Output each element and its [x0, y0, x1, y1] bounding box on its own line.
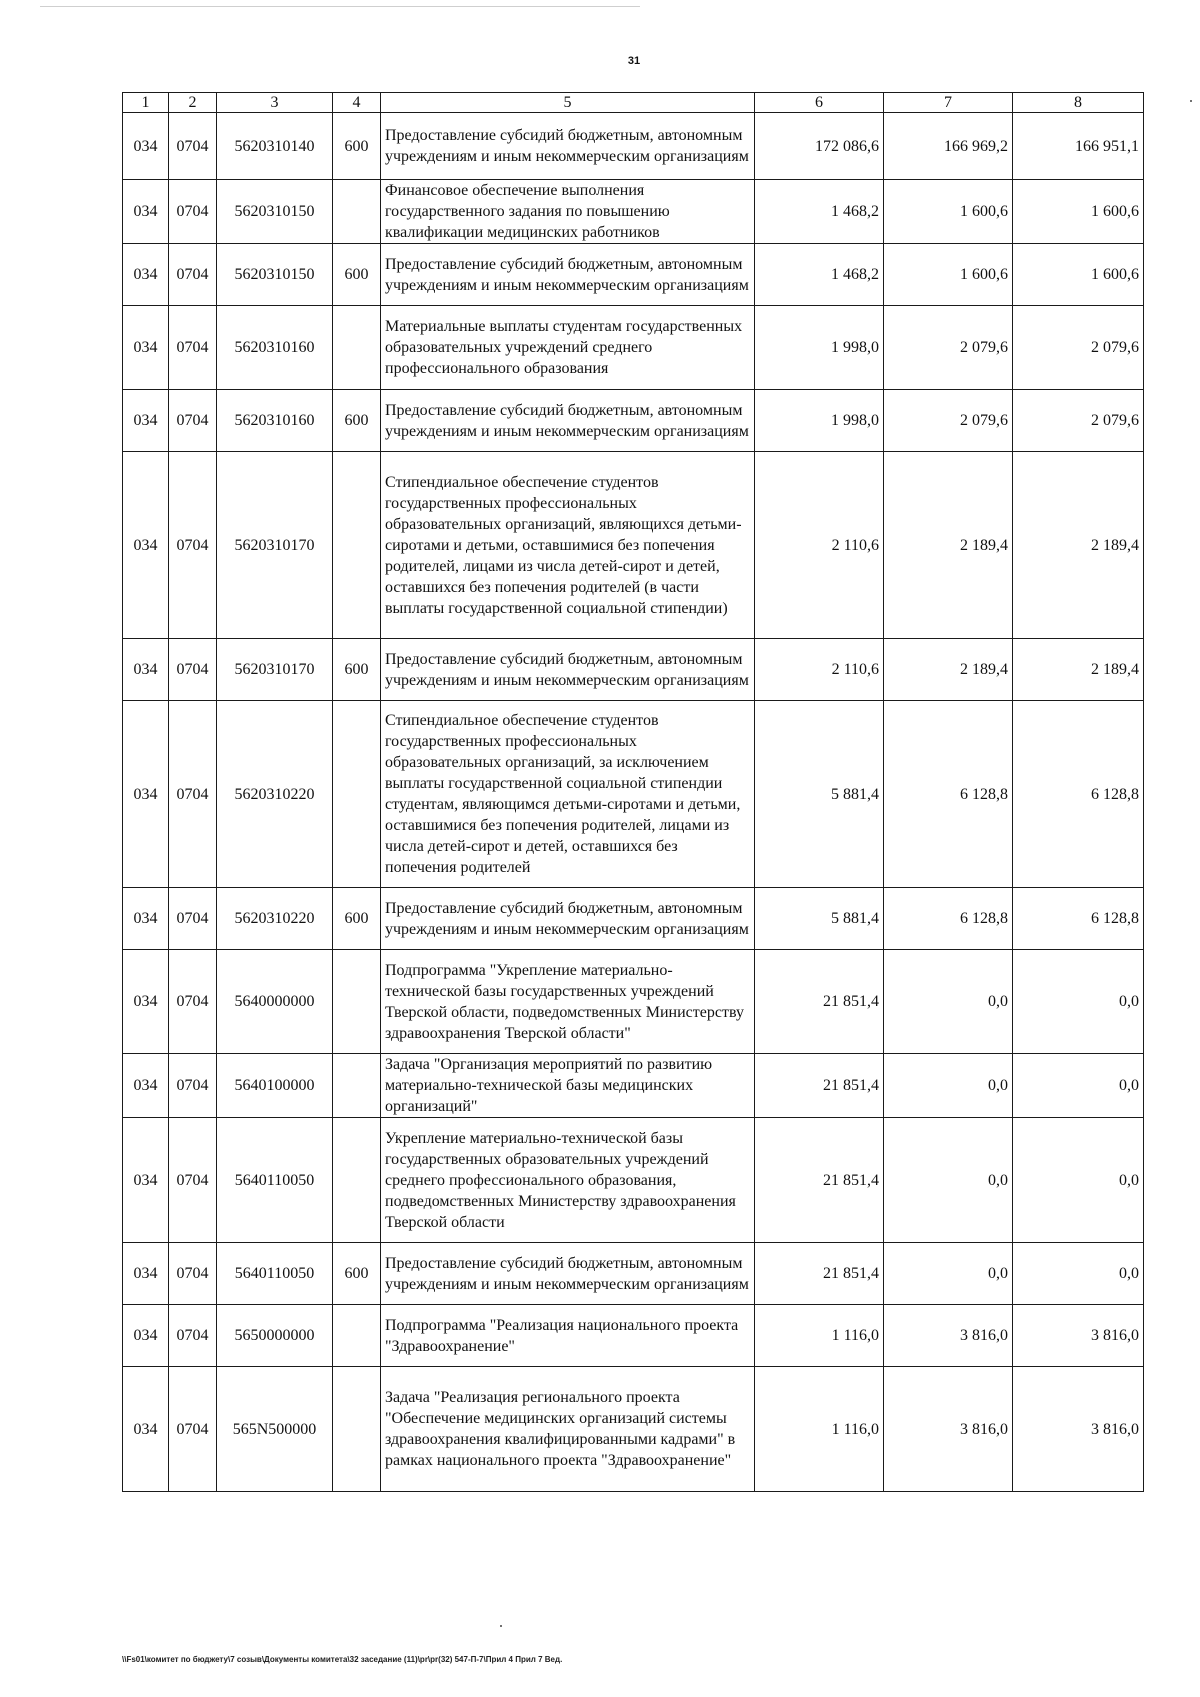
cell-target-article: 5640000000	[217, 950, 333, 1054]
column-header: 5	[381, 93, 755, 113]
cell-description: Финансовое обеспечение выполнения государственного задания по повышению квалификации медицинских работников	[381, 180, 755, 244]
cell-amount-year-3: 6 128,8	[1013, 701, 1144, 888]
cell-amount-year-2: 1 600,6	[884, 244, 1013, 306]
cell-section-code: 034	[123, 1243, 169, 1305]
cell-target-article: 5640100000	[217, 1054, 333, 1118]
cell-description: Предоставление субсидий бюджетным, автономным учреждениям и иным некоммерческим организациям	[381, 390, 755, 452]
cell-amount-year-3: 2 189,4	[1013, 639, 1144, 701]
cell-subsection-code: 0704	[169, 1305, 217, 1367]
cell-amount-year-3: 0,0	[1013, 1118, 1144, 1243]
cell-description: Подпрограмма "Реализация национального проекта "Здравоохранение"	[381, 1305, 755, 1367]
cell-amount-year-3: 0,0	[1013, 950, 1144, 1054]
page-number: 31	[627, 55, 641, 67]
cell-target-article: 5650000000	[217, 1305, 333, 1367]
cell-amount-year-2: 0,0	[884, 950, 1013, 1054]
cell-section-code: 034	[123, 180, 169, 244]
table-row	[123, 452, 1144, 639]
header-row	[123, 93, 1144, 113]
cell-target-article: 5620310170	[217, 452, 333, 639]
table-header	[123, 93, 1144, 113]
table-row	[123, 639, 1144, 701]
cell-subsection-code: 0704	[169, 180, 217, 244]
cell-amount-year-2: 2 189,4	[884, 639, 1013, 701]
cell-section-code: 034	[123, 639, 169, 701]
cell-amount-year-2: 0,0	[884, 1118, 1013, 1243]
cell-amount-year-2: 2 079,6	[884, 306, 1013, 390]
cell-target-article: 5620310140	[217, 113, 333, 180]
cell-amount-year-1: 21 851,4	[755, 1054, 884, 1118]
cell-amount-year-2: 0,0	[884, 1054, 1013, 1118]
table-row	[123, 1118, 1144, 1243]
scan-speck	[1190, 100, 1192, 102]
cell-amount-year-3: 3 816,0	[1013, 1305, 1144, 1367]
cell-expense-type	[333, 1367, 381, 1492]
cell-subsection-code: 0704	[169, 1118, 217, 1243]
cell-description: Задача "Организация мероприятий по развитию материально-технической базы медицинских организаций"	[381, 1054, 755, 1118]
cell-amount-year-1: 1 998,0	[755, 306, 884, 390]
cell-amount-year-2: 2 189,4	[884, 452, 1013, 639]
cell-subsection-code: 0704	[169, 1367, 217, 1492]
cell-expense-type: 600	[333, 244, 381, 306]
cell-target-article: 565N500000	[217, 1367, 333, 1492]
cell-amount-year-1: 2 110,6	[755, 639, 884, 701]
column-header: 6	[755, 93, 884, 113]
table-row	[123, 390, 1144, 452]
cell-expense-type: 600	[333, 1243, 381, 1305]
column-header: 1	[123, 93, 169, 113]
table-row	[123, 1367, 1144, 1492]
cell-section-code: 034	[123, 1367, 169, 1492]
cell-expense-type: 600	[333, 639, 381, 701]
cell-expense-type: 600	[333, 888, 381, 950]
budget-table	[122, 92, 1144, 1492]
cell-amount-year-1: 21 851,4	[755, 1243, 884, 1305]
table-row	[123, 244, 1144, 306]
column-header: 2	[169, 93, 217, 113]
cell-expense-type	[333, 306, 381, 390]
cell-expense-type: 600	[333, 390, 381, 452]
cell-subsection-code: 0704	[169, 639, 217, 701]
cell-amount-year-2: 0,0	[884, 1243, 1013, 1305]
cell-expense-type	[333, 1054, 381, 1118]
cell-description: Укрепление материально-технической базы государственных образовательных учреждений среднего профессионального образования, подведомственных Министерству здравоохранения Тверской области	[381, 1118, 755, 1243]
cell-amount-year-3: 6 128,8	[1013, 888, 1144, 950]
cell-expense-type	[333, 180, 381, 244]
cell-subsection-code: 0704	[169, 1054, 217, 1118]
cell-section-code: 034	[123, 701, 169, 888]
cell-description: Материальные выплаты студентам государственных образовательных учреждений среднего профессионального образования	[381, 306, 755, 390]
cell-target-article: 5620310160	[217, 390, 333, 452]
cell-subsection-code: 0704	[169, 452, 217, 639]
cell-amount-year-3: 2 079,6	[1013, 306, 1144, 390]
cell-expense-type	[333, 950, 381, 1054]
cell-target-article: 5640110050	[217, 1243, 333, 1305]
table-row	[123, 306, 1144, 390]
scan-artifact-line	[40, 6, 640, 7]
cell-amount-year-1: 2 110,6	[755, 452, 884, 639]
column-header: 3	[217, 93, 333, 113]
cell-subsection-code: 0704	[169, 888, 217, 950]
table-row	[123, 950, 1144, 1054]
cell-amount-year-3: 0,0	[1013, 1054, 1144, 1118]
cell-section-code: 034	[123, 244, 169, 306]
table-row	[123, 701, 1144, 888]
column-header: 7	[884, 93, 1013, 113]
cell-amount-year-2: 6 128,8	[884, 888, 1013, 950]
cell-expense-type	[333, 1118, 381, 1243]
cell-expense-type: 600	[333, 113, 381, 180]
cell-amount-year-1: 1 998,0	[755, 390, 884, 452]
cell-amount-year-1: 1 116,0	[755, 1367, 884, 1492]
scan-speck	[500, 1625, 502, 1627]
cell-amount-year-2: 3 816,0	[884, 1367, 1013, 1492]
table-row	[123, 1243, 1144, 1305]
cell-description: Задача "Реализация регионального проекта "Обеспечение медицинских организаций системы здравоохранения квалифицированными кадрами" в рамках национального проекта "Здравоохранение"	[381, 1367, 755, 1492]
cell-amount-year-2: 1 600,6	[884, 180, 1013, 244]
cell-amount-year-1: 21 851,4	[755, 950, 884, 1054]
cell-target-article: 5640110050	[217, 1118, 333, 1243]
cell-description: Предоставление субсидий бюджетным, автономным учреждениям и иным некоммерческим организациям	[381, 888, 755, 950]
cell-amount-year-2: 6 128,8	[884, 701, 1013, 888]
cell-section-code: 034	[123, 452, 169, 639]
cell-amount-year-3: 1 600,6	[1013, 180, 1144, 244]
table-row	[123, 113, 1144, 180]
cell-amount-year-2: 166 969,2	[884, 113, 1013, 180]
table-body	[123, 113, 1144, 1492]
cell-target-article: 5620310160	[217, 306, 333, 390]
cell-section-code: 034	[123, 1118, 169, 1243]
cell-target-article: 5620310220	[217, 701, 333, 888]
cell-amount-year-3: 3 816,0	[1013, 1367, 1144, 1492]
cell-subsection-code: 0704	[169, 701, 217, 888]
table-row	[123, 1305, 1144, 1367]
cell-description: Стипендиальное обеспечение студентов государственных профессиональных образовательных организаций, за исключением выплаты государственной социальной стипендии студентам, являющимся детьми-сиротами и детьми, оставшимися без попечения родителей, лицами из числа детей-сирот и детей, оставшихся без попечения родителей	[381, 701, 755, 888]
cell-subsection-code: 0704	[169, 950, 217, 1054]
cell-description: Предоставление субсидий бюджетным, автономным учреждениям и иным некоммерческим организациям	[381, 244, 755, 306]
cell-section-code: 034	[123, 1305, 169, 1367]
cell-target-article: 5620310150	[217, 244, 333, 306]
cell-amount-year-1: 1 468,2	[755, 180, 884, 244]
cell-amount-year-1: 172 086,6	[755, 113, 884, 180]
cell-description: Подпрограмма "Укрепление материально-технической базы государственных учреждений Тверской области, подведомственных Министерству здравоохранения Тверской области"	[381, 950, 755, 1054]
cell-expense-type	[333, 1305, 381, 1367]
column-header: 4	[333, 93, 381, 113]
cell-subsection-code: 0704	[169, 390, 217, 452]
footer-file-path: \\Fs01\комитет по бюджету\7 созыв\Документы комитета\32 заседание (11)\pr\pr(32) 547-П-7\Прил 4 Прил 7 Вед.	[122, 1655, 563, 1664]
cell-amount-year-2: 3 816,0	[884, 1305, 1013, 1367]
table-row	[123, 888, 1144, 950]
cell-target-article: 5620310150	[217, 180, 333, 244]
cell-target-article: 5620310220	[217, 888, 333, 950]
cell-expense-type	[333, 452, 381, 639]
cell-amount-year-3: 2 079,6	[1013, 390, 1144, 452]
cell-section-code: 034	[123, 390, 169, 452]
cell-description: Предоставление субсидий бюджетным, автономным учреждениям и иным некоммерческим организациям	[381, 113, 755, 180]
cell-amount-year-2: 2 079,6	[884, 390, 1013, 452]
cell-section-code: 034	[123, 1054, 169, 1118]
cell-section-code: 034	[123, 113, 169, 180]
cell-subsection-code: 0704	[169, 113, 217, 180]
cell-section-code: 034	[123, 306, 169, 390]
cell-amount-year-1: 5 881,4	[755, 701, 884, 888]
cell-section-code: 034	[123, 950, 169, 1054]
cell-target-article: 5620310170	[217, 639, 333, 701]
cell-amount-year-3: 166 951,1	[1013, 113, 1144, 180]
cell-amount-year-1: 21 851,4	[755, 1118, 884, 1243]
cell-subsection-code: 0704	[169, 306, 217, 390]
table-row	[123, 180, 1144, 244]
cell-amount-year-1: 1 468,2	[755, 244, 884, 306]
cell-amount-year-1: 1 116,0	[755, 1305, 884, 1367]
cell-expense-type	[333, 701, 381, 888]
cell-description: Предоставление субсидий бюджетным, автономным учреждениям и иным некоммерческим организациям	[381, 639, 755, 701]
cell-description: Предоставление субсидий бюджетным, автономным учреждениям и иным некоммерческим организациям	[381, 1243, 755, 1305]
cell-section-code: 034	[123, 888, 169, 950]
table-row	[123, 1054, 1144, 1118]
cell-subsection-code: 0704	[169, 244, 217, 306]
cell-amount-year-3: 1 600,6	[1013, 244, 1144, 306]
column-header: 8	[1013, 93, 1144, 113]
cell-subsection-code: 0704	[169, 1243, 217, 1305]
cell-amount-year-3: 0,0	[1013, 1243, 1144, 1305]
cell-amount-year-1: 5 881,4	[755, 888, 884, 950]
cell-description: Стипендиальное обеспечение студентов государственных профессиональных образовательных организаций, являющихся детьми-сиротами и детьми, оставшимися без попечения родителей, лицами из числа детей-сирот и детей, оставшихся без попечения родителей (в части выплаты государственной социальной стипендии)	[381, 452, 755, 639]
cell-amount-year-3: 2 189,4	[1013, 452, 1144, 639]
